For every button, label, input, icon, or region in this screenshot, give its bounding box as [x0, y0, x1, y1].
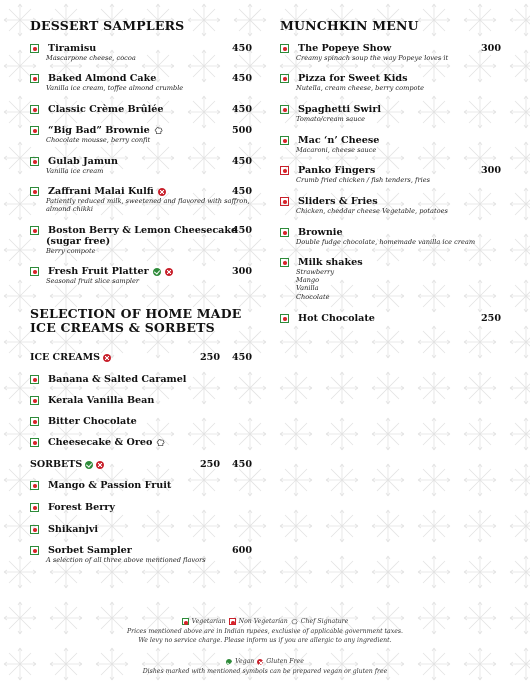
- veg-icon: [30, 375, 39, 384]
- item-name: Panko Fingers: [298, 165, 376, 176]
- gluten-free-icon: [103, 354, 111, 362]
- list-item: [30, 395, 154, 406]
- item-name: Gulab Jamun: [48, 156, 118, 167]
- item-name: Brownie: [298, 227, 343, 238]
- item-name: Cheesecake & Oreo: [48, 437, 153, 448]
- nonveg-icon: [280, 166, 289, 175]
- item-price: 600: [232, 545, 253, 556]
- item-desc: Nutella, cream cheese, berry compote: [296, 84, 425, 92]
- menu-item: [280, 165, 430, 184]
- menu-item: [30, 545, 206, 564]
- menu-item: [30, 104, 164, 115]
- sorbets-price-single: 250: [200, 459, 221, 470]
- footer-service-note: We levy no service charge. Please inform us if you are allergic to any ingredient.: [138, 637, 392, 644]
- item-name: Fresh Fruit Platter: [48, 266, 149, 277]
- item-price: 300: [481, 165, 502, 176]
- menu-item: [280, 196, 448, 215]
- menu-item: [30, 43, 136, 62]
- item-name: Sorbet Sampler: [48, 545, 132, 556]
- veg-icon: [280, 44, 289, 53]
- ice-creams-price-double: 450: [232, 352, 253, 363]
- menu-item: [30, 156, 118, 175]
- list-item: [30, 374, 186, 385]
- veg-icon: [30, 546, 39, 555]
- menu-item: [280, 135, 379, 154]
- veg-icon: [30, 226, 39, 235]
- veg-icon: [30, 438, 39, 447]
- veg-icon: [280, 314, 289, 323]
- vegan-icon: [85, 461, 93, 469]
- ice-creams-section-title: [30, 307, 241, 335]
- veg-icon: [30, 481, 39, 490]
- legend-vegan: Vegan: [235, 658, 255, 665]
- gluten-free-icon: [165, 268, 173, 276]
- dessert-samplers-title: DESSERT SAMPLERS: [30, 18, 185, 33]
- menu-item: [30, 266, 173, 285]
- veg-icon: [30, 126, 39, 135]
- item-desc: Tomato/cream sauce: [296, 115, 366, 123]
- chef-hat-icon: [291, 618, 298, 625]
- menu-item: [30, 73, 183, 92]
- menu-item: [30, 125, 163, 144]
- veg-icon: [280, 74, 289, 83]
- item-price: 450: [232, 225, 253, 236]
- menu-item: [280, 43, 448, 62]
- item-desc: Macaroni, cheese sauce: [296, 146, 377, 154]
- menu-item: [30, 225, 237, 255]
- legend-gluten-free: Gluten Free: [266, 658, 304, 665]
- item-name: Zaffrani Malai Kulfi: [48, 186, 154, 197]
- item-desc: Vanilla ice cream: [46, 167, 104, 175]
- list-item: [30, 524, 98, 535]
- flavor: Mango: [296, 276, 320, 285]
- item-price: 450: [232, 156, 253, 167]
- veg-icon: [280, 136, 289, 145]
- item-name-line2: (sugar free): [46, 236, 111, 247]
- item-name: Bitter Chocolate: [48, 416, 137, 427]
- menu-item: [280, 73, 424, 92]
- ice-creams-label-text: ICE CREAMS: [30, 352, 100, 363]
- item-price: 450: [232, 186, 253, 197]
- item-name: “Big Bad” Brownie: [48, 125, 150, 136]
- section-title-line2: ICE CREAMS & SORBETS: [30, 320, 215, 335]
- menu-item: [280, 104, 381, 123]
- ice-creams-price-single: 250: [200, 352, 221, 363]
- veg-icon: [30, 187, 39, 196]
- item-name: Banana & Salted Caramel: [48, 374, 187, 385]
- legend-veg: Vegetarian: [191, 618, 226, 625]
- item-price: 300: [481, 43, 502, 54]
- item-name: Kerala Vanilla Bean: [48, 395, 155, 406]
- flavor: Chocolate: [296, 292, 330, 301]
- item-desc: Patiently reduced milk, sweetened and flavored with saffron,: [46, 197, 250, 205]
- footer-prices-note: Prices mentioned above are in Indian rupees, exclusive of applicable government taxes.: [126, 628, 404, 635]
- item-desc: Chicken, cheddar cheese Vegetable, potatoes: [296, 207, 448, 215]
- item-desc: Creamy spinach soup the way Popeye loves it: [296, 54, 449, 62]
- sorbets-label-text: SORBETS: [30, 459, 83, 470]
- gluten-free-icon: [96, 461, 104, 469]
- veg-icon: [30, 157, 39, 166]
- sorbets-label: [30, 459, 104, 470]
- list-item: [30, 437, 165, 448]
- veg-icon: [280, 228, 289, 237]
- veg-icon: [280, 105, 289, 114]
- item-name: Pizza for Sweet Kids: [298, 73, 408, 84]
- menu-item: [280, 257, 363, 301]
- menu-item: [30, 186, 253, 214]
- footer-dietary-note: Dishes marked with mentioned symbols can be prepared vegan or gluten free: [142, 668, 388, 675]
- footer-legend: [0, 618, 530, 628]
- item-name: Mac ‘n’ Cheese: [298, 135, 380, 146]
- item-desc: Crumb fried chicken / fish tenders, fries: [296, 176, 430, 184]
- item-name: Tiramisu: [48, 43, 97, 54]
- list-item: [30, 502, 115, 513]
- item-desc: Vanilla ice cream, toffee almond crumble: [46, 84, 184, 92]
- flavor: Strawberry: [296, 268, 335, 276]
- item-name: Sliders & Fries: [298, 196, 378, 207]
- veg-icon: [30, 44, 39, 53]
- vegan-icon: [226, 659, 232, 665]
- item-desc-line2: almond chikki: [46, 205, 93, 214]
- item-name: Baked Almond Cake: [48, 73, 157, 84]
- item-name: Spaghetti Swirl: [298, 104, 382, 115]
- item-price: 250: [481, 313, 502, 324]
- veg-icon: [30, 525, 39, 534]
- nonveg-icon: [229, 618, 236, 625]
- veg-icon: [30, 74, 39, 83]
- item-name: Hot Chocolate: [298, 313, 375, 324]
- list-item: [30, 416, 137, 427]
- item-price: 450: [232, 104, 253, 115]
- item-name: Milk shakes: [298, 257, 363, 268]
- item-desc: A selection of all three above mentioned flavors: [46, 556, 206, 564]
- veg-icon: [30, 503, 39, 512]
- gluten-free-icon: [257, 659, 263, 665]
- vegan-icon: [153, 268, 161, 276]
- section-title-line1: SELECTION OF HOME MADE: [30, 306, 242, 321]
- item-desc: Seasonal fruit slice sampler: [46, 277, 140, 285]
- footer-vegan-legend: [0, 658, 530, 667]
- nonveg-icon: [280, 197, 289, 206]
- legend-chef: Chef Signature: [300, 618, 349, 625]
- item-name: The Popeye Show: [298, 43, 392, 54]
- veg-icon: [280, 258, 289, 267]
- veg-icon: [182, 618, 189, 625]
- menu-item: [280, 313, 375, 324]
- item-desc: Berry compote: [46, 247, 96, 255]
- item-desc: Mascarpone cheese, cocoa: [46, 54, 136, 62]
- sorbets-price-double: 450: [232, 459, 253, 470]
- munchkin-menu-title: MUNCHKIN MENU: [280, 18, 419, 33]
- item-name: Forest Berry: [48, 502, 115, 513]
- item-desc: Chocolate mousse, berry confit: [46, 136, 151, 144]
- veg-icon: [30, 417, 39, 426]
- item-name: Boston Berry & Lemon Cheesecake: [48, 225, 238, 236]
- item-price: 500: [232, 125, 253, 136]
- ice-creams-label: [30, 352, 111, 363]
- item-name: Classic Crème Brûlée: [48, 104, 164, 115]
- veg-icon: [30, 267, 39, 276]
- veg-icon: [30, 105, 39, 114]
- chef-hat-icon: [154, 126, 163, 135]
- flavor: Vanilla: [296, 284, 319, 293]
- menu-item: [280, 227, 475, 246]
- gluten-free-icon: [158, 188, 166, 196]
- item-price: 450: [232, 43, 253, 54]
- legend-nonveg: Non Vegetarian: [238, 618, 288, 625]
- chef-hat-icon: [156, 438, 165, 447]
- list-item: [30, 480, 171, 491]
- item-price: 450: [232, 73, 253, 84]
- item-name: Shikanjvi: [48, 524, 99, 535]
- item-name: Mango & Passion Fruit: [48, 480, 172, 491]
- item-desc: Double fudge chocolate, homemade vanilla ice cream: [296, 238, 476, 246]
- veg-icon: [30, 396, 39, 405]
- item-price: 300: [232, 266, 253, 277]
